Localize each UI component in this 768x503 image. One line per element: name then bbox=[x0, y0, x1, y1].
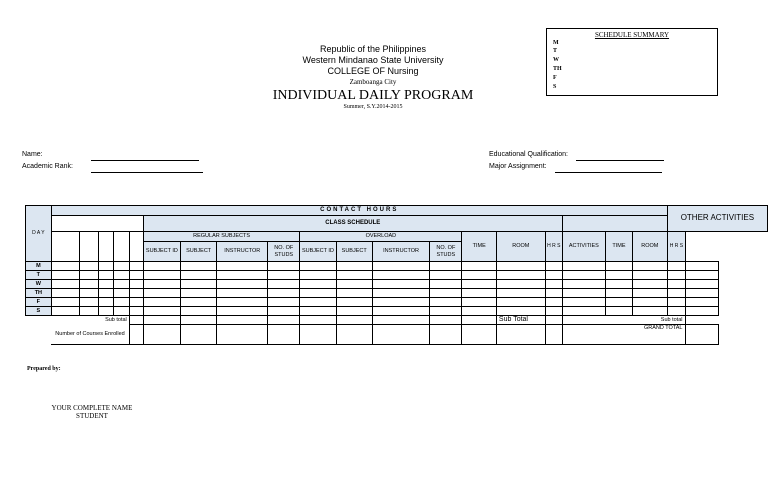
activity-hrs-header: H R S bbox=[667, 232, 685, 262]
courses-enrolled-label: Number of Courses Enrolled bbox=[51, 325, 129, 345]
term-label: Summer, S.Y.2014-2015 bbox=[343, 104, 403, 110]
blank-cell bbox=[129, 232, 143, 262]
rank-field-line bbox=[91, 172, 203, 173]
page-title: INDIVIDUAL DAILY PROGRAM bbox=[272, 88, 474, 103]
schedule-table bbox=[25, 205, 768, 345]
hrs-header: H R S bbox=[545, 232, 562, 262]
activities-header: ACTIVITIES bbox=[562, 232, 605, 262]
day-cell: W bbox=[26, 280, 52, 289]
subject-header: SUBJECT bbox=[181, 242, 217, 262]
instructor-header: INSTRUCTOR bbox=[217, 242, 268, 262]
day-cell: F bbox=[26, 298, 52, 307]
summary-day: W bbox=[553, 57, 559, 63]
overload-subject-header: SUBJECT bbox=[336, 242, 372, 262]
subtotal-left: Sub total bbox=[51, 316, 129, 325]
day-cell: TH bbox=[26, 289, 52, 298]
no-of-studs-header: NO. OF STUDS bbox=[268, 242, 300, 262]
time-header: TIME bbox=[462, 232, 497, 262]
day-cell: S bbox=[26, 307, 52, 316]
grand-total-label: GRAND TOTAL bbox=[562, 325, 685, 345]
subtotal-right: Sub total bbox=[562, 316, 685, 325]
major-label: Major Assignment: bbox=[489, 163, 547, 170]
summary-day: TH bbox=[553, 66, 562, 72]
header-city: Zamboanga City bbox=[349, 78, 397, 86]
overload-header: OVERLOAD bbox=[300, 232, 462, 242]
header-university: Western Mindanao State University bbox=[302, 55, 444, 65]
prepared-by-label: Prepared by: bbox=[27, 366, 61, 372]
table-row bbox=[26, 289, 768, 298]
day-cell: M bbox=[26, 262, 52, 271]
student-role: STUDENT bbox=[76, 412, 108, 420]
overload-instructor-header: INSTRUCTOR bbox=[372, 242, 430, 262]
table-row bbox=[26, 262, 768, 271]
activity-time-header: TIME bbox=[605, 232, 632, 262]
blank-cell bbox=[99, 232, 113, 262]
subject-id-header: SUBJECT ID bbox=[143, 242, 180, 262]
table-row bbox=[26, 298, 768, 307]
name-label: Name: bbox=[22, 151, 43, 158]
activity-room-header: ROOM bbox=[632, 232, 667, 262]
table-row bbox=[26, 280, 768, 289]
student-name: YOUR COMPLETE NAME bbox=[51, 404, 133, 412]
edu-label: Educational Qualification: bbox=[489, 151, 568, 158]
regular-subjects-header: REGULAR SUBJECTS bbox=[143, 232, 299, 242]
schedule-summary-box bbox=[546, 28, 718, 96]
major-field-line bbox=[555, 172, 662, 173]
table-row bbox=[26, 307, 768, 316]
blank-cell bbox=[80, 232, 99, 262]
table-row bbox=[26, 271, 768, 280]
blank-header-cell bbox=[51, 216, 143, 232]
class-schedule-header: CLASS SCHEDULE bbox=[143, 216, 562, 232]
contact-hours-header: CONTACT HOURS bbox=[51, 206, 667, 216]
blank-cell bbox=[113, 232, 129, 262]
name-field-line bbox=[91, 160, 199, 161]
room-header: ROOM bbox=[496, 232, 545, 262]
subtotal-mid: Sub Total bbox=[496, 316, 545, 325]
summary-day: S bbox=[553, 84, 557, 90]
summary-day: T bbox=[553, 48, 558, 54]
blank-header-cell bbox=[562, 216, 667, 232]
header-country: Republic of the Philippines bbox=[319, 44, 427, 54]
other-activities-header: OTHER ACTIVITIES bbox=[667, 206, 767, 232]
summary-day: M bbox=[553, 40, 559, 46]
day-header: D A Y bbox=[26, 206, 52, 262]
schedule-summary-title: SCHEDULE SUMMARY bbox=[594, 31, 670, 39]
day-cell: T bbox=[26, 271, 52, 280]
blank-cell bbox=[51, 232, 80, 262]
overload-no-of-studs-header: NO. OF STUDS bbox=[430, 242, 462, 262]
edu-field-line bbox=[576, 160, 664, 161]
overload-subject-id-header: SUBJECT ID bbox=[300, 242, 336, 262]
rank-label: Academic Rank: bbox=[22, 163, 73, 170]
header-college: COLLEGE OF Nursing bbox=[327, 66, 419, 76]
summary-day: F bbox=[553, 75, 557, 81]
